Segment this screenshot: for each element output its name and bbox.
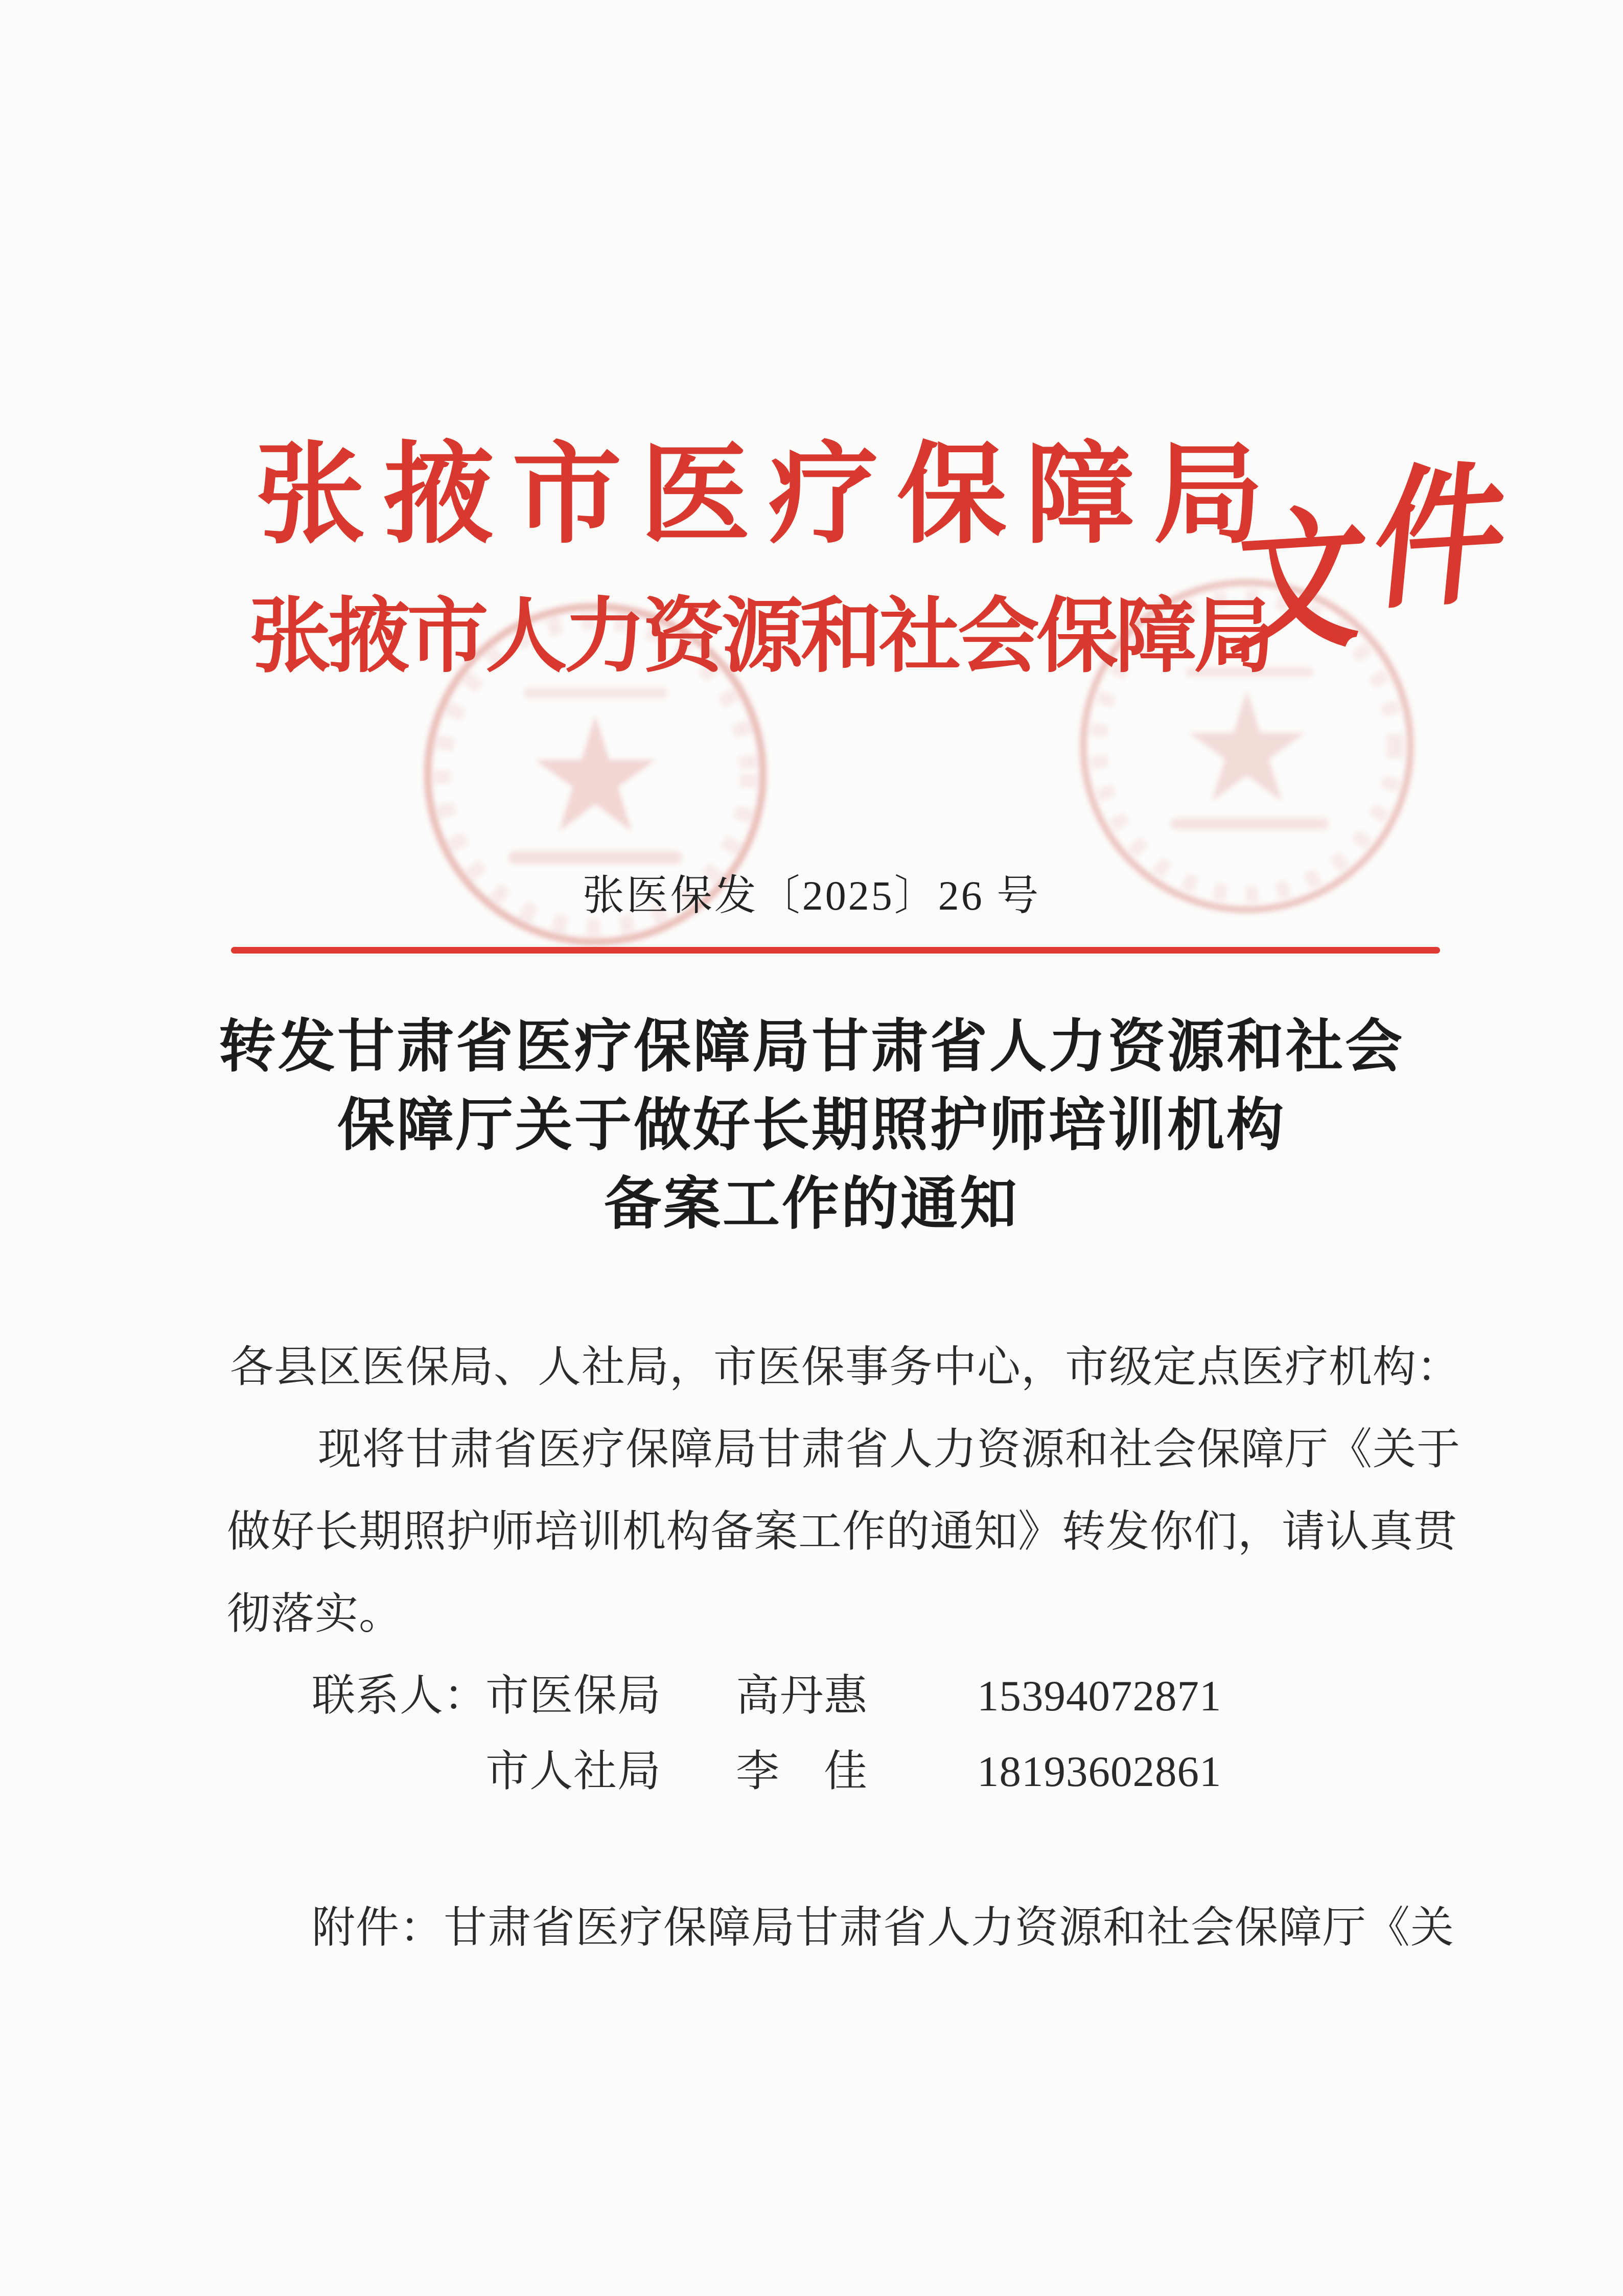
doc-type-char-wen: 文 [1225,495,1373,672]
red-divider-rule [231,947,1440,954]
contact-label: 联系人： [312,1672,488,1720]
title-line-3: 备案工作的通知 [604,1173,1019,1236]
attachment-line: 附件：甘肃省医疗保障局甘肃省人力资源和社会保障厅《关 [312,1904,1455,1952]
contact-name-2: 李 佳 [736,1748,868,1796]
contact-phone-2: 18193602861 [977,1748,1222,1796]
contact-row-1 [0,1670,1623,1736]
letterhead-org-line1: 张掖市医疗保障局 [256,434,1282,556]
title-line-1: 转发甘肃省医疗保障局甘肃省人力资源和社会 [219,1015,1404,1079]
letterhead-org-line2: 张掖市人力资源和社会保障局 [249,591,1273,682]
title-line-2: 保障厅关于做好长期照护师培训机构 [337,1094,1286,1157]
contact-agency-2: 市人社局 [485,1748,662,1796]
doc-number: 张医保发〔2025〕26 号 [582,872,1041,919]
official-seal-right-icon [1073,572,1421,920]
contact-phone-1: 15394072871 [977,1672,1222,1720]
contact-agency-1: 市医保局 [485,1672,662,1720]
salutation-line: 各县区医保局、人社局，市医保事务中心，市级定点医疗机构： [230,1343,1461,1391]
doc-type-char-jian: 件 [1366,450,1514,629]
paragraph-line-3: 彻落实。 [227,1590,403,1638]
paragraph-line-1: 现将甘肃省医疗保障局甘肃省人力资源和社会保障厅《关于 [318,1426,1461,1474]
paragraph-line-2: 做好长期照护师培训机构备案工作的通知》转发你们，请认真贯 [227,1508,1458,1556]
document-title [0,1008,1623,1244]
contact-row-2 [0,1746,1623,1812]
contact-name-1: 高丹惠 [736,1672,868,1720]
